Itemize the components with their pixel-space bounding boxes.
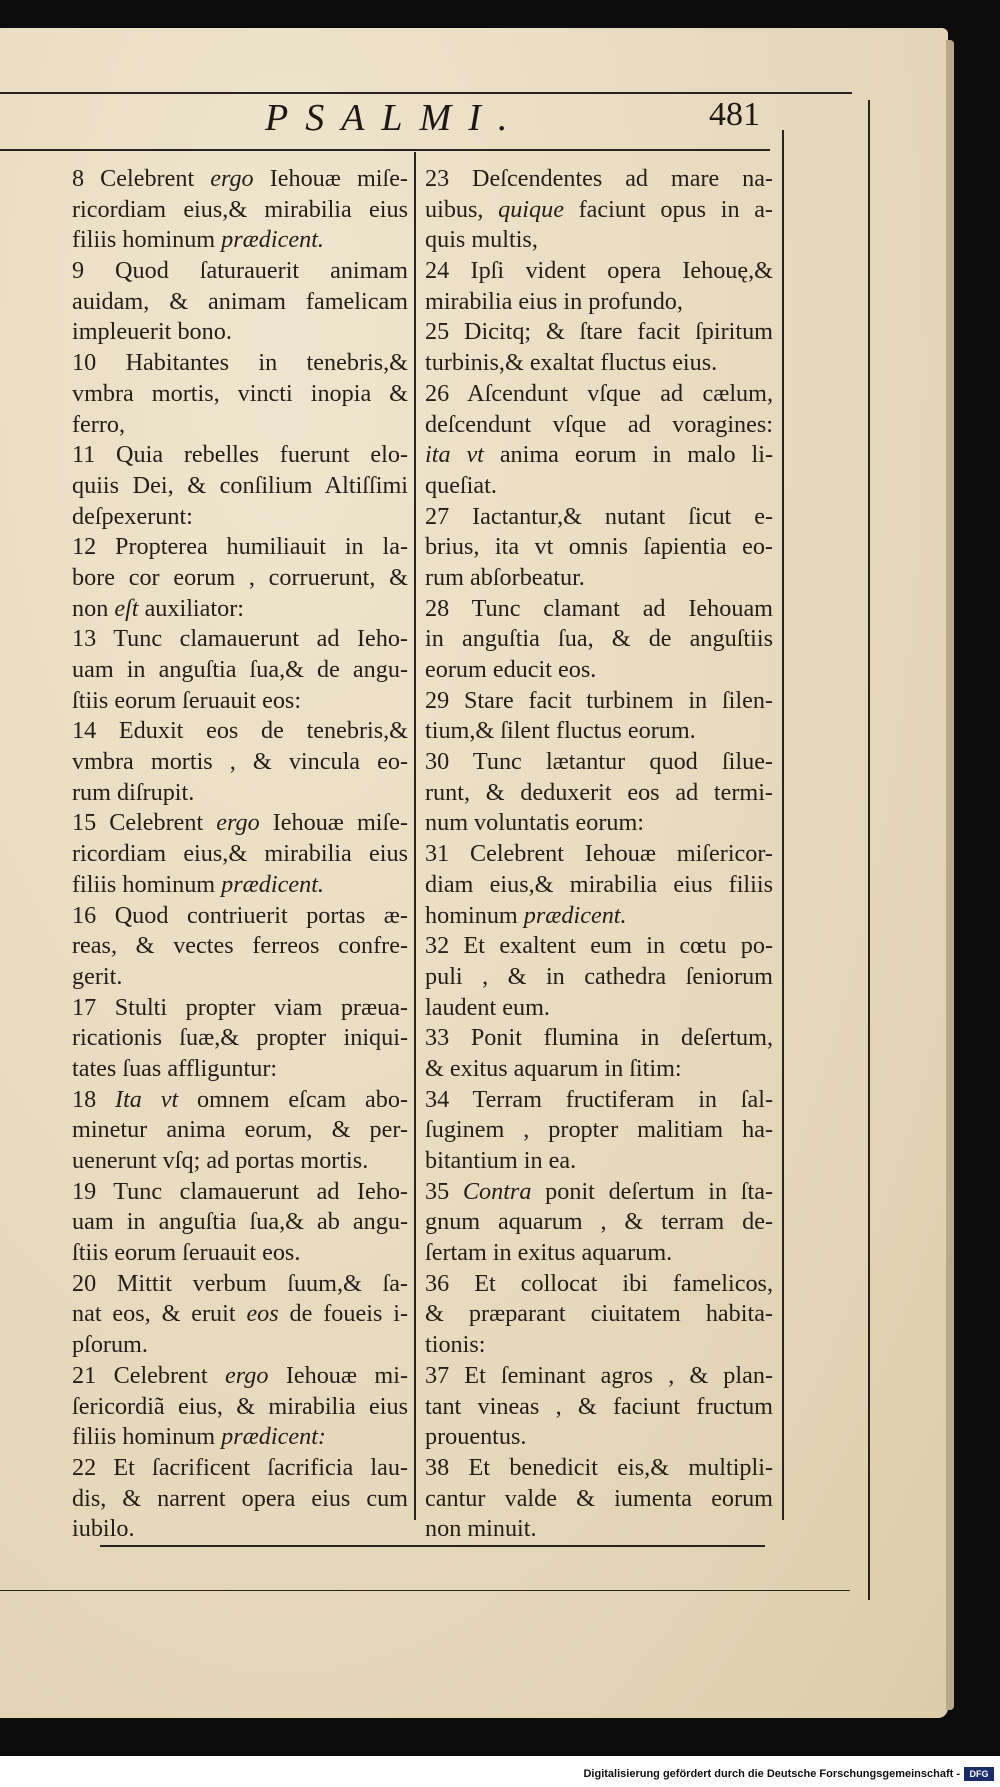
text-line bbox=[72, 1177, 408, 1208]
text-span: ſtiis eorum ſeruauit eos: bbox=[72, 686, 302, 714]
text-line bbox=[425, 1392, 773, 1423]
text-line bbox=[425, 1484, 773, 1515]
italic-span: ergo bbox=[224, 1361, 269, 1389]
text-span: 32 Et exaltent eum in cœtu po- bbox=[425, 932, 773, 960]
text-span: queſiat. bbox=[425, 471, 497, 499]
text-span: 31 Celebrent Iehouæ miſericor- bbox=[425, 840, 773, 868]
text-line bbox=[72, 993, 408, 1024]
text-span: uibus, bbox=[425, 195, 499, 223]
text-line bbox=[72, 839, 408, 870]
text-line bbox=[425, 1238, 773, 1269]
text-span: cantur valde & iumenta eorum bbox=[425, 1484, 773, 1512]
text-line bbox=[72, 225, 408, 256]
text-line bbox=[425, 287, 773, 318]
text-span: uam in anguſtia ſua,& ab angu- bbox=[72, 1208, 408, 1236]
text-span: 18 bbox=[72, 1085, 116, 1113]
text-line bbox=[72, 716, 408, 747]
text-line bbox=[72, 1085, 408, 1116]
text-line bbox=[425, 1177, 773, 1208]
text-line bbox=[72, 901, 408, 932]
text-span: minetur anima eorum, & per- bbox=[72, 1116, 408, 1144]
text-line bbox=[425, 839, 773, 870]
text-line bbox=[425, 348, 773, 379]
text-span: de foueis i- bbox=[278, 1300, 408, 1328]
text-line bbox=[72, 164, 408, 195]
italic-span: Ita vt bbox=[115, 1085, 179, 1113]
right-column-rule bbox=[782, 130, 784, 1520]
text-span: impleuerit bono. bbox=[72, 318, 232, 346]
text-span: eorum educit eos. bbox=[425, 656, 597, 683]
text-span: omnem eſcam abo- bbox=[178, 1085, 408, 1113]
text-span: diam eius,& mirabilia eius filiis bbox=[425, 870, 773, 898]
text-line bbox=[72, 471, 408, 502]
text-span: auxiliator: bbox=[138, 594, 244, 622]
italic-span: eſt bbox=[114, 594, 139, 622]
text-line bbox=[72, 1361, 408, 1392]
text-line bbox=[72, 778, 408, 809]
text-span: rum diſrupit. bbox=[72, 778, 195, 806]
text-span: Iehouæ mi- bbox=[268, 1361, 408, 1389]
text-span: laudent eum. bbox=[425, 993, 550, 1021]
text-span: 9 Quod ſaturauerit animam bbox=[72, 257, 408, 285]
text-span: mirabilia eius in profundo, bbox=[425, 287, 683, 315]
text-line bbox=[72, 808, 408, 839]
text-span: uam in anguſtia ſua,& de angu- bbox=[72, 656, 408, 683]
header-rule bbox=[0, 92, 852, 94]
text-line bbox=[72, 256, 408, 287]
text-span: 36 Et collocat ibi famelicos, bbox=[425, 1269, 773, 1297]
text-line bbox=[72, 1269, 408, 1300]
italic-span: prædicent: bbox=[221, 1423, 326, 1451]
text-span: ferro, bbox=[72, 410, 126, 438]
text-span: quis multis, bbox=[425, 226, 538, 254]
text-line bbox=[425, 379, 773, 410]
dfg-logo: DFG bbox=[964, 1767, 994, 1781]
text-line bbox=[72, 1023, 408, 1054]
text-span: ſericordiã eius, & mirabilia eius bbox=[72, 1392, 408, 1420]
text-line bbox=[72, 870, 408, 901]
text-line bbox=[72, 502, 408, 533]
italic-span: prædicent. bbox=[221, 226, 324, 254]
italic-span: Contra bbox=[462, 1177, 532, 1205]
text-line bbox=[425, 502, 773, 533]
text-span: 27 Iactantur,& nutant ſicut e- bbox=[425, 502, 773, 530]
text-span: quiis Dei, & conſilium Altiſſimi bbox=[72, 471, 408, 499]
text-span: 20 Mittit verbum ſuum,& ſa- bbox=[72, 1269, 408, 1297]
text-span: rum abſorbeatur. bbox=[425, 563, 585, 591]
text-span: filiis hominum bbox=[72, 870, 222, 898]
text-span: deſpexerunt: bbox=[72, 502, 193, 530]
text-span: & præparant ciuitatem habita- bbox=[425, 1300, 773, 1328]
text-line bbox=[72, 686, 408, 717]
outer-bottom-rule bbox=[0, 1590, 850, 1591]
text-line bbox=[72, 962, 408, 993]
text-span: ricationis ſuæ,& propter iniqui- bbox=[72, 1024, 408, 1052]
text-span: tionis: bbox=[425, 1331, 486, 1359]
text-span: filiis hominum bbox=[72, 1423, 222, 1451]
text-span: deſcendunt vſque ad voragines: bbox=[425, 410, 773, 438]
text-span: vmbra mortis, vincti inopia & bbox=[72, 379, 408, 407]
text-line bbox=[72, 1392, 408, 1423]
header-underline bbox=[0, 149, 770, 151]
text-line bbox=[72, 1146, 408, 1177]
text-line bbox=[72, 563, 408, 594]
text-line bbox=[72, 747, 408, 778]
italic-span: prædicent. bbox=[523, 901, 627, 929]
text-line bbox=[72, 287, 408, 318]
column-divider bbox=[414, 152, 416, 1520]
text-line bbox=[425, 747, 773, 778]
text-line bbox=[72, 379, 408, 410]
text-line bbox=[425, 1422, 773, 1453]
text-span: brius, ita vt omnis ſapientia eo- bbox=[425, 533, 773, 561]
text-span: vmbra mortis , & vincula eo- bbox=[72, 748, 408, 776]
text-span: hominum bbox=[425, 901, 524, 929]
text-line bbox=[72, 1514, 408, 1545]
text-line bbox=[425, 1146, 773, 1177]
text-line bbox=[425, 1453, 773, 1484]
text-span: 37 Et ſeminant agros , & plan- bbox=[425, 1361, 773, 1389]
text-span: bitantium in ea. bbox=[425, 1147, 577, 1174]
text-span: 19 Tunc clamauerunt ad Ieho- bbox=[72, 1177, 408, 1205]
text-line bbox=[72, 410, 408, 441]
text-line bbox=[425, 1085, 773, 1116]
text-line bbox=[72, 195, 408, 226]
text-line bbox=[425, 532, 773, 563]
text-line bbox=[72, 532, 408, 563]
text-span: 28 Tunc clamant ad Iehouam bbox=[425, 594, 773, 622]
text-line bbox=[72, 317, 408, 348]
text-line bbox=[425, 317, 773, 348]
text-span: gerit. bbox=[72, 962, 123, 990]
text-span: 30 Tunc lætantur quod ſilue- bbox=[425, 748, 773, 776]
text-span: iubilo. bbox=[72, 1515, 135, 1543]
text-span: 34 Terram fructiferam in ſal- bbox=[425, 1085, 773, 1113]
text-line bbox=[425, 962, 773, 993]
text-span: 17 Stulti propter viam præua- bbox=[72, 993, 408, 1021]
text-line bbox=[425, 1299, 773, 1330]
text-line bbox=[425, 1054, 773, 1085]
text-line bbox=[425, 195, 773, 226]
text-span: 11 Quia rebelles fuerunt elo- bbox=[72, 441, 408, 469]
text-span: filiis hominum bbox=[72, 226, 222, 254]
text-line bbox=[72, 1238, 408, 1269]
text-span: runt, & deduxerit eos ad termi- bbox=[425, 778, 773, 806]
text-span: ricordiam eius,& mirabilia eius bbox=[72, 840, 408, 868]
text-line bbox=[425, 655, 773, 686]
text-span: 24 Ipſi vident opera Iehouę,& bbox=[425, 257, 773, 285]
text-span: uenerunt vſq; ad portas mortis. bbox=[72, 1147, 369, 1174]
text-line bbox=[425, 1269, 773, 1300]
text-line bbox=[72, 348, 408, 379]
text-line bbox=[425, 931, 773, 962]
text-span: tium,& ſilent fluctus eorum. bbox=[425, 717, 696, 745]
text-span: bore cor eorum , corruerunt, & bbox=[72, 563, 408, 591]
text-span: 38 Et benedicit eis,& multipli- bbox=[425, 1453, 773, 1481]
text-line bbox=[72, 1115, 408, 1146]
text-line bbox=[72, 1054, 408, 1085]
text-span: 23 Deſcendentes ad mare na- bbox=[425, 165, 773, 192]
left-column bbox=[72, 164, 408, 1545]
italic-span: ita vt bbox=[425, 441, 484, 469]
text-line bbox=[72, 1484, 408, 1515]
text-line bbox=[72, 1422, 408, 1453]
text-line bbox=[425, 778, 773, 809]
text-span: 33 Ponit flumina in deſertum, bbox=[425, 1024, 773, 1052]
text-line bbox=[425, 1207, 773, 1238]
text-line bbox=[425, 440, 773, 471]
text-line bbox=[425, 870, 773, 901]
text-span: turbinis,& exaltat fluctus eius. bbox=[425, 349, 718, 377]
italic-span: ergo bbox=[216, 809, 260, 837]
text-span: 12 Propterea humiliauit in la- bbox=[72, 533, 408, 561]
text-span: 26 Aſcendunt vſque ad cælum, bbox=[425, 379, 773, 407]
text-line bbox=[425, 225, 773, 256]
text-span: 29 Stare facit turbinem in ſilen- bbox=[425, 686, 773, 714]
text-line bbox=[72, 624, 408, 655]
text-line bbox=[72, 440, 408, 471]
page-edge bbox=[946, 40, 954, 1710]
text-span: non bbox=[72, 594, 115, 622]
text-line bbox=[425, 471, 773, 502]
text-span: num voluntatis eorum: bbox=[425, 809, 645, 837]
italic-span: prædicent. bbox=[221, 870, 324, 898]
text-span: ſtiis eorum ſeruauit eos. bbox=[72, 1239, 301, 1267]
text-line bbox=[425, 1361, 773, 1392]
italic-span: ergo bbox=[210, 165, 254, 192]
text-line bbox=[425, 1023, 773, 1054]
text-span: & exitus aquarum in ſitim: bbox=[425, 1054, 682, 1082]
page-number: 481 bbox=[709, 96, 760, 133]
text-span: reas, & vectes ferreos confre- bbox=[72, 932, 408, 960]
text-span: dis, & narrent opera eius cum bbox=[72, 1484, 408, 1512]
text-span: 21 Celebrent bbox=[72, 1361, 225, 1389]
text-span: gnum aquarum , & terram de- bbox=[425, 1208, 773, 1236]
text-span: 15 Celebrent bbox=[72, 809, 217, 837]
text-line bbox=[425, 716, 773, 747]
text-span: Iehouæ miſe- bbox=[253, 165, 408, 192]
text-span: Iehouæ miſe- bbox=[259, 809, 408, 837]
text-span: 16 Quod contriuerit portas æ- bbox=[72, 901, 408, 929]
text-line bbox=[425, 410, 773, 441]
italic-span: eos bbox=[246, 1300, 279, 1328]
text-span: tates ſuas affliguntur: bbox=[72, 1054, 278, 1082]
header-title: PSALMI. bbox=[265, 97, 525, 139]
right-column bbox=[425, 164, 773, 1545]
text-line bbox=[425, 1330, 773, 1361]
text-line bbox=[72, 594, 408, 625]
text-line bbox=[425, 1514, 773, 1545]
text-span: 13 Tunc clamauerunt ad Ieho- bbox=[72, 625, 408, 653]
text-span: pſorum. bbox=[72, 1331, 148, 1359]
text-span: ricordiam eius,& mirabilia eius bbox=[72, 195, 408, 223]
text-span: ſuginem , propter malitiam ha- bbox=[425, 1116, 773, 1144]
text-line bbox=[425, 901, 773, 932]
text-span: non minuit. bbox=[425, 1515, 537, 1543]
text-span: 8 Celebrent bbox=[72, 165, 211, 192]
text-span: 22 Et ſacrificent ſacrificia lau- bbox=[72, 1453, 408, 1481]
text-span: auidam, & animam famelicam bbox=[72, 287, 408, 315]
text-line bbox=[425, 624, 773, 655]
text-span: ſertam in exitus aquarum. bbox=[425, 1239, 673, 1267]
text-line bbox=[72, 1299, 408, 1330]
text-span: ponit deſertum in ſta- bbox=[531, 1177, 773, 1205]
text-line bbox=[425, 256, 773, 287]
text-line bbox=[425, 686, 773, 717]
italic-span: quique bbox=[498, 195, 564, 223]
text-span: 10 Habitantes in tenebris,& bbox=[72, 349, 408, 377]
text-line bbox=[72, 1453, 408, 1484]
text-span: faciunt opus in a- bbox=[563, 195, 773, 223]
text-span: nat eos, & eruit bbox=[72, 1300, 247, 1328]
text-line bbox=[425, 1115, 773, 1146]
bottom-rule bbox=[100, 1545, 765, 1547]
text-line bbox=[425, 993, 773, 1024]
text-line bbox=[72, 1207, 408, 1238]
digitization-credit: Digitalisierung gefördert durch die Deutsche Forschungsgemeinschaft - bbox=[583, 1768, 960, 1780]
text-line bbox=[425, 164, 773, 195]
text-line bbox=[425, 808, 773, 839]
outer-right-rule bbox=[868, 100, 870, 1600]
text-span: 25 Dicitq; & ſtare facit ſpiritum bbox=[425, 318, 773, 346]
text-line bbox=[425, 594, 773, 625]
text-span: tant vineas , & faciunt fructum bbox=[425, 1392, 773, 1420]
text-line bbox=[72, 931, 408, 962]
text-span: 14 Eduxit eos de tenebris,& bbox=[72, 717, 408, 745]
text-span: 35 bbox=[425, 1177, 463, 1205]
text-line bbox=[72, 1330, 408, 1361]
text-line bbox=[425, 563, 773, 594]
text-span: prouentus. bbox=[425, 1423, 527, 1451]
text-span: puli , & in cathedra ſeniorum bbox=[425, 962, 773, 990]
text-span: anima eorum in malo li- bbox=[483, 441, 773, 469]
text-span: in anguſtia ſua, & de anguſtiis bbox=[425, 625, 773, 653]
text-line bbox=[72, 655, 408, 686]
